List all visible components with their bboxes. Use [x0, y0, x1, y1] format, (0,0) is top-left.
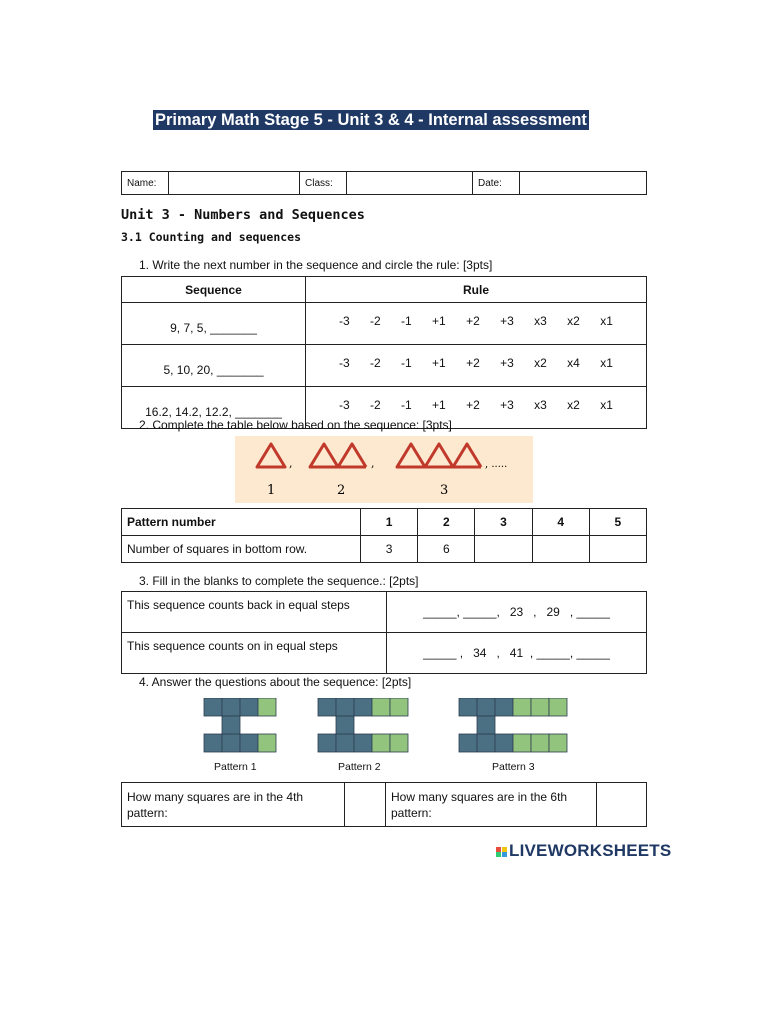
pattern-col-1: 1 — [361, 509, 418, 536]
blue-tile — [336, 716, 354, 734]
green-tile — [258, 698, 276, 716]
tile-patterns — [200, 698, 570, 758]
class-field[interactable] — [347, 172, 473, 195]
rule-option[interactable]: x2 — [567, 313, 580, 328]
squares-value-1: 3 — [361, 536, 418, 563]
rule-option[interactable]: +1 — [432, 313, 446, 328]
rule-option[interactable]: x1 — [600, 355, 613, 370]
pattern-label: Pattern 1 — [214, 761, 257, 773]
pattern-col-3: 3 — [475, 509, 532, 536]
rule-options — [306, 345, 647, 387]
triangle-1 — [257, 444, 285, 467]
rule-list — [311, 314, 641, 328]
date-label: Date: — [473, 172, 520, 195]
squares-answer-3[interactable] — [475, 536, 532, 563]
blue-tile — [240, 698, 258, 716]
blue-tile — [459, 698, 477, 716]
rule-option[interactable]: -2 — [370, 355, 381, 370]
rule-option[interactable]: -1 — [401, 397, 412, 412]
blue-tile — [354, 698, 372, 716]
question-6th-pattern: How many squares are in the 6th pattern: — [386, 783, 597, 827]
rule-option[interactable]: +3 — [500, 355, 514, 370]
sequence-header: Sequence — [122, 277, 306, 303]
pattern-table — [121, 508, 647, 563]
sequence-description: This sequence counts on in equal steps — [122, 633, 387, 674]
green-tile — [390, 698, 408, 716]
blue-tile — [222, 716, 240, 734]
section-heading: 3.1 Counting and sequences — [121, 230, 302, 244]
sequence-description: This sequence counts back in equal steps — [122, 592, 387, 633]
separator: , ..... — [485, 459, 508, 470]
rule-option[interactable]: x1 — [600, 313, 613, 328]
rule-options — [306, 303, 647, 345]
pattern-col-4: 4 — [532, 509, 589, 536]
rule-option[interactable]: x3 — [534, 313, 547, 328]
rule-option[interactable]: +1 — [432, 397, 446, 412]
green-tile — [549, 698, 567, 716]
rule-option[interactable]: +3 — [500, 397, 514, 412]
squares-row-label: Number of squares in bottom row. — [122, 536, 361, 563]
sequence-cell[interactable]: 5, 10, 20, _______ — [122, 345, 306, 387]
rule-list — [311, 356, 641, 370]
date-field[interactable] — [520, 172, 647, 195]
green-tile — [549, 734, 567, 752]
liveworksheets-logo — [496, 841, 671, 861]
green-tile — [372, 734, 390, 752]
rule-option[interactable]: +2 — [466, 397, 480, 412]
question-3-prompt: 3. Fill in the blanks to complete the sequence.: [2pts] — [139, 574, 419, 588]
student-info-table — [121, 171, 647, 195]
table-row — [122, 633, 647, 674]
blue-tile — [477, 716, 495, 734]
answer-4th-pattern[interactable] — [345, 783, 386, 827]
pattern-label: Pattern 3 — [492, 761, 535, 773]
separator: , — [289, 457, 293, 470]
blue-tile — [495, 698, 513, 716]
blue-tile — [222, 698, 240, 716]
logo-text: LIVEWORKSHEETS — [509, 841, 672, 860]
squares-value-2: 6 — [418, 536, 475, 563]
question-2-prompt: 2. Complete the table below based on the sequence: [3pts] — [139, 418, 452, 432]
rule-option[interactable]: -3 — [339, 313, 350, 328]
pattern-number-label: 3 — [440, 483, 449, 498]
green-tile — [531, 734, 549, 752]
blue-tile — [354, 734, 372, 752]
table-row — [122, 345, 647, 387]
squares-answer-5[interactable] — [589, 536, 646, 563]
pattern-col-5: 5 — [589, 509, 646, 536]
name-field[interactable] — [169, 172, 300, 195]
triangles-3 — [397, 444, 481, 467]
rule-option[interactable]: -2 — [370, 397, 381, 412]
triangles-2 — [310, 444, 366, 467]
rule-option[interactable]: +2 — [466, 355, 480, 370]
blue-tile — [336, 698, 354, 716]
rule-option[interactable]: +2 — [466, 313, 480, 328]
pattern-number-label: 1 — [267, 483, 276, 498]
green-tile — [513, 698, 531, 716]
pattern-col-2: 2 — [418, 509, 475, 536]
rule-option[interactable]: x3 — [534, 397, 547, 412]
rule-option[interactable]: x4 — [567, 355, 580, 370]
pattern-number-header: Pattern number — [122, 509, 361, 536]
triangle-pattern-image — [235, 436, 533, 503]
page-title: Primary Math Stage 5 - Unit 3 & 4 - Internal assessment — [155, 111, 587, 129]
rule-option[interactable]: x2 — [567, 397, 580, 412]
blue-tile — [495, 734, 513, 752]
blue-tile — [204, 734, 222, 752]
rule-option[interactable]: +3 — [500, 313, 514, 328]
rule-option[interactable]: -1 — [401, 313, 412, 328]
blue-tile — [222, 734, 240, 752]
rule-option[interactable]: +1 — [432, 355, 446, 370]
squares-answer-4[interactable] — [532, 536, 589, 563]
table-row — [122, 592, 647, 633]
rule-option[interactable]: x1 — [600, 397, 613, 412]
table-row — [122, 303, 647, 345]
blue-tile — [477, 734, 495, 752]
green-tile — [390, 734, 408, 752]
blue-tile — [459, 734, 477, 752]
blue-tile — [318, 698, 336, 716]
green-tile — [258, 734, 276, 752]
rule-list — [311, 398, 641, 412]
pattern-label: Pattern 2 — [338, 761, 381, 773]
question-1-prompt: 1. Write the next number in the sequence and circle the rule: [3pts] — [139, 258, 493, 272]
separator: , — [371, 457, 375, 470]
blue-tile — [477, 698, 495, 716]
unit-heading: Unit 3 - Numbers and Sequences — [121, 207, 365, 223]
rule-option[interactable]: x2 — [534, 355, 547, 370]
rule-option[interactable]: -3 — [339, 355, 350, 370]
green-tile — [513, 734, 531, 752]
rule-header: Rule — [306, 277, 647, 303]
pattern-number-label: 2 — [337, 483, 346, 498]
class-label: Class: — [300, 172, 347, 195]
rule-option[interactable]: -3 — [339, 397, 350, 412]
question-4th-pattern: How many squares are in the 4th pattern: — [122, 783, 345, 827]
matchstick-triangles-drawing — [235, 436, 533, 503]
name-label: Name: — [122, 172, 169, 195]
questions-table — [121, 782, 647, 827]
fill-blanks-table — [121, 591, 647, 674]
sequence-cell[interactable]: 9, 7, 5, _______ — [122, 303, 306, 345]
tile-patterns-drawing — [200, 698, 570, 758]
rule-option[interactable]: -2 — [370, 313, 381, 328]
sequence-cell[interactable]: 16.2, 14.2, 12.2, _______ — [122, 387, 306, 429]
logo-mark-icon — [496, 847, 509, 857]
sequence-rule-table — [121, 276, 647, 429]
blue-tile — [240, 734, 258, 752]
answer-6th-pattern[interactable] — [597, 783, 647, 827]
sequence-answer-blanks[interactable]: _____ , 34 , 41 , _____, _____ — [387, 633, 647, 674]
blue-tile — [204, 698, 222, 716]
green-tile — [372, 698, 390, 716]
blue-tile — [318, 734, 336, 752]
rule-option[interactable]: -1 — [401, 355, 412, 370]
sequence-answer-blanks[interactable]: _____, _____, 23 , 29 , _____ — [387, 592, 647, 633]
question-4-prompt: 4. Answer the questions about the sequence: [2pts] — [139, 675, 412, 689]
green-tile — [531, 698, 549, 716]
blue-tile — [336, 734, 354, 752]
